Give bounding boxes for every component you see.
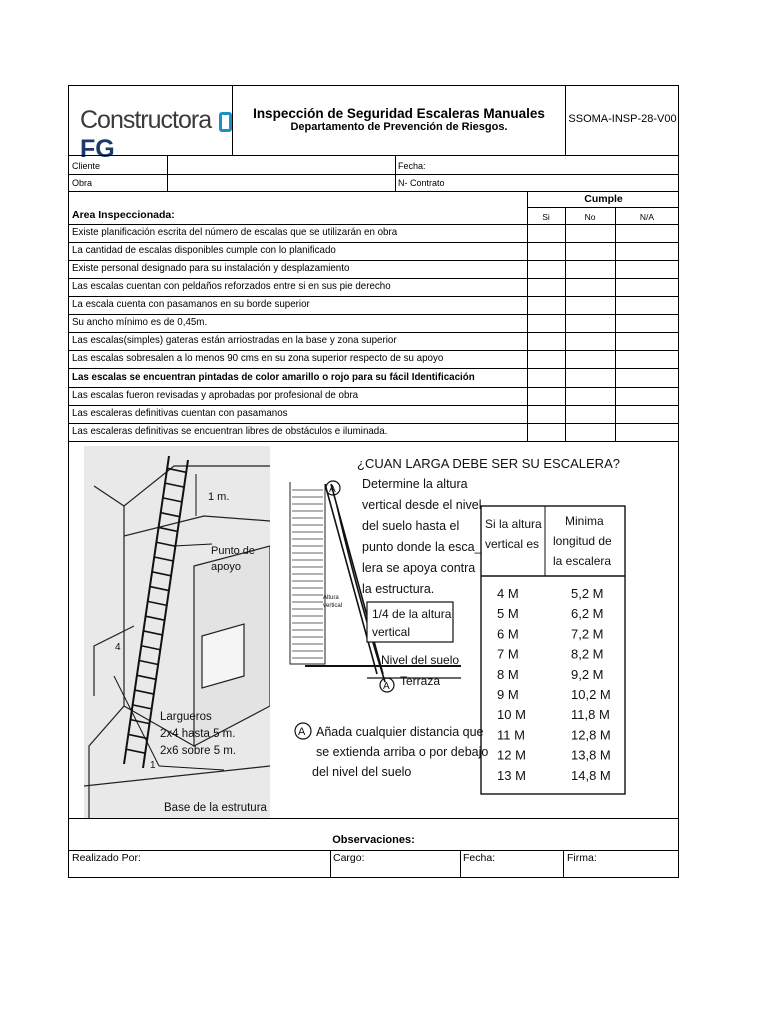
punto-label-2: apoyo <box>211 561 241 573</box>
determine-line: del suelo hasta el <box>362 519 460 533</box>
guide-height-value: 11 M <box>497 727 525 743</box>
check-cell-si[interactable] <box>528 406 564 422</box>
ladder-illustration <box>84 446 270 818</box>
observaciones-label: Observaciones: <box>332 834 415 846</box>
checklist-item: La escala cuenta con pasamanos en su borde superior <box>72 298 310 310</box>
nivel-label: Nivel del suelo <box>381 653 460 667</box>
check-cell-no[interactable] <box>566 388 614 404</box>
check-cell-si[interactable] <box>528 351 564 367</box>
marker-a-note: A <box>298 726 306 738</box>
fecha-label: Fecha: <box>398 161 426 171</box>
check-cell-no[interactable] <box>566 351 614 367</box>
base-label: Base de la estrutura <box>164 802 267 814</box>
guide-length-value: 14,8 M <box>571 767 611 783</box>
check-cell-no[interactable] <box>566 279 614 295</box>
check-cell-si[interactable] <box>528 333 564 349</box>
marker-a-top: A <box>329 484 336 495</box>
guide-height-value: 8 M <box>497 666 519 682</box>
guide-length-value: 13,8 M <box>571 747 611 763</box>
check-cell-na[interactable] <box>616 406 678 422</box>
check-cell-si[interactable] <box>528 261 564 277</box>
contrato-label: N- Contrato <box>398 178 445 188</box>
check-cell-na[interactable] <box>616 261 678 277</box>
checklist-item: Las escalas sobresalen a lo menos 90 cms en su zona superior respecto de su apoyo <box>72 352 444 364</box>
one-label: 1 <box>150 760 156 771</box>
guide-length-value: 11,8 M <box>571 707 610 723</box>
logo-text: Constructora <box>80 106 212 134</box>
determine-line: vertical desde el nivel <box>362 498 482 512</box>
guide-length-value: 10,2 M <box>571 687 611 702</box>
check-cell-na[interactable] <box>616 225 678 241</box>
check-cell-si[interactable] <box>528 297 564 313</box>
quarter-label-2: vertical <box>372 625 411 639</box>
note-line: del nivel del suelo <box>312 765 412 779</box>
guide-length-value: 9,2 M <box>571 666 604 682</box>
obra-label: Obra <box>72 178 93 188</box>
checklist-item: Existe personal designado para su instalación y desplazamiento <box>72 262 350 274</box>
check-cell-si[interactable] <box>528 279 564 295</box>
check-cell-si[interactable] <box>528 369 564 386</box>
determine-text <box>362 477 483 596</box>
check-cell-no[interactable] <box>566 243 614 259</box>
determine-line: punto donde la esca_ <box>362 540 482 554</box>
col-na: N/A <box>639 212 655 222</box>
vertical-small: vertical <box>323 603 343 609</box>
cargo-label: Cargo: <box>333 852 365 864</box>
punto-label-1: Punto de <box>211 545 256 557</box>
guide-height-value: 6 M <box>497 626 519 642</box>
checklist-item: Las escaleras definitivas se encuentran libres de obstáculos e iluminada. <box>72 425 388 437</box>
col2-head-1: Minima <box>565 514 604 528</box>
quarter-label-1: 1/4 de la altura <box>372 607 452 621</box>
guide-length-value: 12,8 M <box>571 727 611 743</box>
largueros-label-1: Largueros <box>160 711 212 723</box>
check-cell-na[interactable] <box>616 388 678 404</box>
determine-line: lera se apoya contra <box>362 561 476 575</box>
one-meter-label: 1 m. <box>208 491 230 503</box>
check-cell-na[interactable] <box>616 243 678 259</box>
checklist-item: Su ancho mínimo es de 0,45m. <box>72 316 208 328</box>
firma-label: Firma: <box>567 852 597 864</box>
checklist-item: Las escalas se encuentran pintadas de color amarillo o rojo para su fácil Identificación <box>72 371 475 383</box>
terraza-label: Terraza <box>400 674 441 688</box>
col1-head-1: Si la altura <box>485 517 542 531</box>
check-cell-na[interactable] <box>616 369 678 386</box>
check-cell-si[interactable] <box>528 424 564 440</box>
check-cell-na[interactable] <box>616 333 678 349</box>
guide-length-value: 6,2 M <box>571 606 604 622</box>
check-cell-na[interactable] <box>616 351 678 367</box>
cumple-label: Cumple <box>584 193 623 205</box>
largueros-label-3: 2x6 sobre 5 m. <box>160 745 237 757</box>
logo-strong: FG <box>80 135 115 163</box>
largueros-label-2: 2x4 hasta 5 m. <box>160 728 236 740</box>
check-cell-na[interactable] <box>616 279 678 295</box>
guide-height-value: 5 M <box>497 606 519 622</box>
note-line: Añada cualquier distancia que <box>316 725 484 739</box>
determine-line: Determine la altura <box>362 477 468 491</box>
guide-length-value: 8,2 M <box>571 646 604 662</box>
checklist-item: Las escaleras definitivas cuentan con pasamanos <box>72 407 288 419</box>
checklist-item: Las escalas cuentan con peldaños reforzados entre si en sus pie derecho <box>72 280 391 292</box>
guide-length-value: 5,2 M <box>571 586 604 601</box>
guide-heading: ¿CUAN LARGA DEBE SER SU ESCALERA? <box>357 456 620 471</box>
fecha-footer-label: Fecha: <box>463 852 496 864</box>
marker-a-bottom: A <box>383 681 390 692</box>
determine-line: la estructura. <box>362 582 435 596</box>
guide-height-value: 4 M <box>497 586 519 601</box>
col2-head-2: longitud de <box>553 534 612 548</box>
check-cell-no[interactable] <box>566 369 614 386</box>
form-code: SSOMA-INSP-28-V00 <box>568 113 677 125</box>
guide-height-value: 13 M <box>497 767 526 783</box>
cliente-label: Cliente <box>72 161 101 171</box>
observaciones-field[interactable] <box>69 819 678 833</box>
checklist-item: Las escalas fueron revisadas y aprobadas por profesional de obra <box>72 389 359 401</box>
four-label: 4 <box>115 642 121 653</box>
guide-height-value: 10 M <box>497 707 526 723</box>
check-cell-na[interactable] <box>616 315 678 331</box>
checklist-item: La cantidad de escalas disponibles cumple con lo planificado <box>72 244 336 256</box>
check-cell-no[interactable] <box>566 315 614 331</box>
check-cell-no[interactable] <box>566 261 614 277</box>
col-si: Si <box>542 212 550 222</box>
area-label: Area Inspeccionada: <box>72 209 175 221</box>
realizado-label: Realizado Por: <box>72 852 141 864</box>
ladder-length-guide <box>285 446 645 818</box>
check-cell-no[interactable] <box>566 297 614 313</box>
col1-head-2: vertical es <box>485 537 540 551</box>
guide-height-value: 9 M <box>497 687 519 702</box>
checklist-item: Existe planificación escrita del número de escalas que se utilizarán en obra <box>72 226 398 238</box>
check-cell-no[interactable] <box>566 225 614 241</box>
check-cell-na[interactable] <box>616 297 678 313</box>
col2-head-3: la escalera <box>553 554 612 568</box>
form-subtitle: Departamento de Prevención de Riesgos. <box>290 121 508 133</box>
check-cell-na[interactable] <box>616 424 678 440</box>
check-cell-no[interactable] <box>566 333 614 349</box>
check-cell-no[interactable] <box>566 424 614 440</box>
altura-small: Altura <box>323 595 339 601</box>
check-cell-si[interactable] <box>528 388 564 404</box>
check-cell-si[interactable] <box>528 225 564 241</box>
form-title: Inspección de Seguridad Escaleras Manuales <box>253 106 545 121</box>
checklist-item: Las escalas(simples) gateras están arriostradas en la base y zona superior <box>72 334 397 346</box>
check-cell-si[interactable] <box>528 243 564 259</box>
guide-height-value: 12 M <box>497 747 526 763</box>
check-cell-no[interactable] <box>566 406 614 422</box>
guide-height-value: 7 M <box>497 646 519 662</box>
guide-length-value: 7,2 M <box>571 626 604 642</box>
col-no: No <box>584 212 596 222</box>
note-line: se extienda arriba o por debajo <box>316 745 489 759</box>
check-cell-si[interactable] <box>528 315 564 331</box>
